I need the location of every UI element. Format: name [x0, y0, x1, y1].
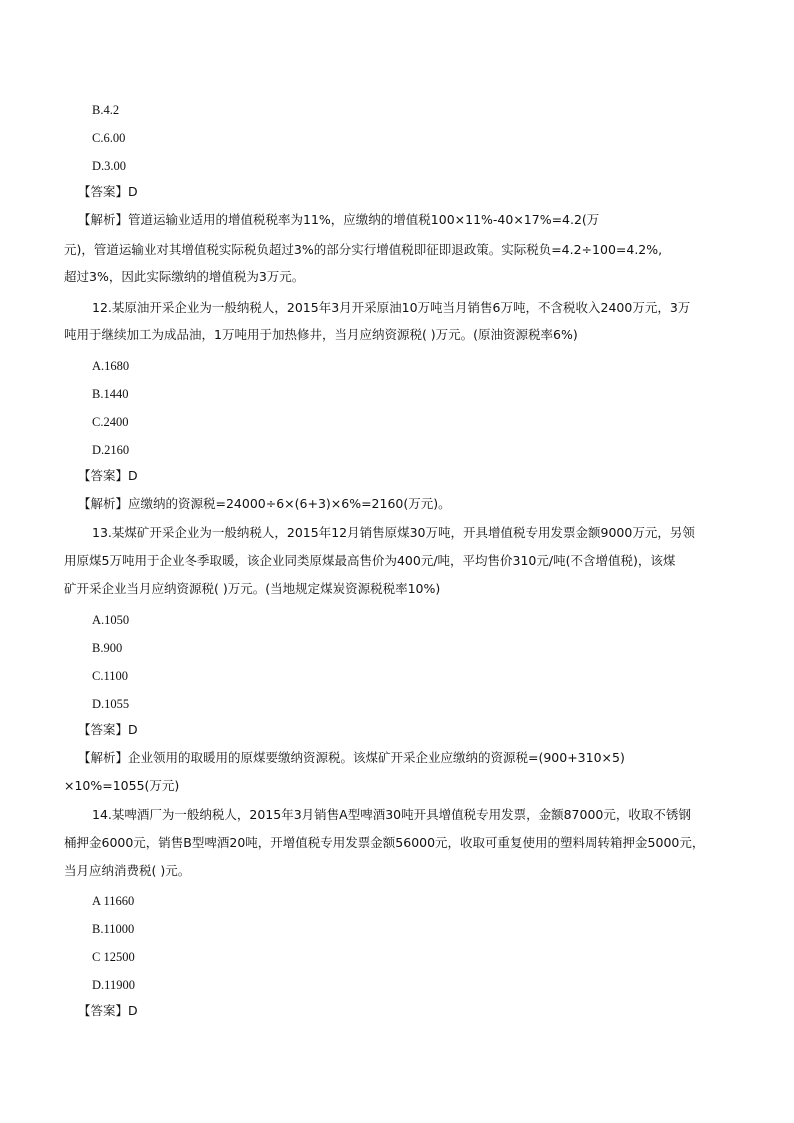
option-c: C.2400 [92, 415, 129, 429]
option-c: C.1100 [92, 669, 128, 683]
option-d: D.2160 [92, 443, 130, 457]
analysis-line: 【解析】应缴纳的资源税=24000÷6×(6+3)×6%=2160(万元)。 [78, 496, 451, 511]
option-b: B.11000 [92, 922, 135, 936]
option-b: B.4.2 [92, 103, 120, 117]
answer-label: 【答案】D [78, 1003, 138, 1018]
option-b: B.1440 [92, 387, 129, 401]
analysis-line: 超过3%，因此实际缴纳的增值税为3万元。 [64, 269, 305, 284]
analysis-line: ×10%=1055(万元) [64, 778, 180, 793]
answer-label: 【答案】D [78, 468, 138, 483]
question-stem: 矿开采企业当月应纳资源税( )万元。(当地规定煤炭资源税税率10%) [64, 581, 441, 596]
answer-label: 【答案】D [78, 722, 138, 737]
option-c: C.6.00 [92, 131, 126, 145]
option-b: B.900 [92, 641, 123, 655]
question-stem: 桶押金6000元，销售B型啤酒20吨，开增值税专用发票金额56000元，收取可重复使用的塑料周转箱押金5000元， [64, 835, 705, 850]
analysis-line: 【解析】企业领用的取暖用的原煤要缴纳资源税。该煤矿开采企业应缴纳的资源税=(900+310×5) [78, 750, 625, 765]
option-a: A.1680 [92, 359, 130, 373]
question-stem: 用原煤5万吨用于企业冬季取暖，该企业同类原煤最高售价为400元/吨，平均售价310元/吨(不含增值税)，该煤 [64, 553, 676, 568]
option-a: A.1050 [92, 613, 130, 627]
option-d: D.1055 [92, 697, 130, 711]
question-stem: 14.某啤酒厂为一般纳税人，2015年3月销售A型啤酒30吨开具增值税专用发票，金额87000元，收取不锈钢 [92, 807, 691, 822]
question-stem: 当月应纳消费税( )元。 [64, 863, 191, 878]
option-d: D.3.00 [92, 159, 127, 173]
analysis-line: 元)，管道运输业对其增值税实际税负超过3%的部分实行增值税即征即退政策。实际税负=4.2÷100=4.2%, [64, 242, 663, 257]
question-stem: 13.某煤矿开采企业为一般纳税人，2015年12月销售原煤30万吨，开具增值税专用发票金额9000万元，另领 [92, 525, 695, 540]
option-d: D.11900 [92, 978, 135, 992]
question-stem: 吨用于继续加工为成品油，1万吨用于加热修井，当月应纳资源税( )万元。(原油资源税率6%) [64, 327, 578, 342]
answer-label: 【答案】D [78, 184, 138, 199]
analysis-line: 【解析】管道运输业适用的增值税税率为11%，应缴纳的增值税100×11%-40×17%=4.2(万 [78, 212, 600, 227]
option-a: A 11660 [92, 894, 135, 908]
question-stem: 12.某原油开采企业为一般纳税人，2015年3月开采原油10万吨当月销售6万吨，不含税收入2400万元，3万 [92, 300, 691, 315]
option-c: C 12500 [92, 950, 135, 964]
